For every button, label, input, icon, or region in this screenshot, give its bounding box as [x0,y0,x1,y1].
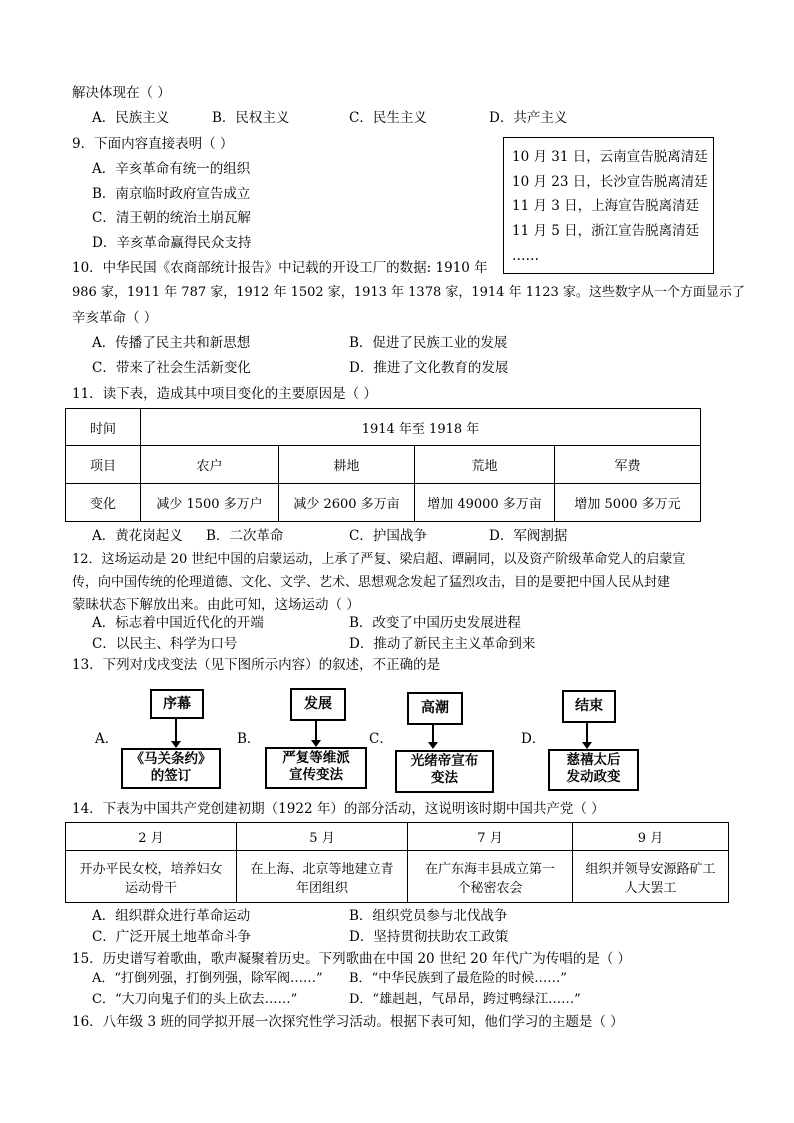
q9-box-line: 11 月 5 日，浙江宣告脱离清廷 [512,223,700,239]
q16-stem: 16．八年级 3 班的同学拟开展一次探究性学习活动。根据下表可知，他们学习的主题是（ ） [72,1014,624,1030]
q13-body-line: 发动政变 [566,769,621,785]
q10-line-1: 10．中华民国《农商部统计报告》中记载的开设工厂的数据: 1910 年 [72,260,488,276]
q13-body [121,748,221,789]
q13-head: 高潮 [407,692,463,725]
q11-option-a: A．黄花岗起义 [92,528,183,544]
q15-option-a: A．“打倒列强，打倒列强，除军阀……” [92,971,323,986]
q10-option-c: C．带来了社会生活新变化 [92,360,251,376]
q15-stem: 15．历史谱写着歌曲，歌声凝聚着历史。下列歌曲在中国 20 世纪 20 年代广为传唱的是（ ） [72,951,631,967]
q12-option-c: C．以民主、科学为口号 [92,636,238,652]
arrow-down-icon [586,721,588,743]
q14-month: 9 月 [573,823,729,851]
q14-option-c: C．广泛开展土地革命斗争 [92,929,251,945]
q11-change: 减少 2600 多万亩 [279,484,415,522]
q14-month: 5 月 [237,823,408,851]
q9-option-b: B．南京临时政府宣告成立 [92,186,251,202]
q13-body-line: 光绪帝宣布 [410,753,479,769]
q13-stem: 13．下列对戊戌变法（见下图所示内容）的叙述，不正确的是 [72,657,441,673]
q13-body [548,749,639,791]
q11-item: 农户 [141,446,279,484]
q11-time-label: 时间 [66,409,141,446]
q13-letter: C． [369,731,393,747]
q14-activity-line: 开办平民女校，培养妇女 [79,861,223,877]
q8-option-b: B．民权主义 [212,110,290,126]
q15-option-d: D．“雄赳赳，气昂昂，跨过鸭绿江……” [349,992,581,1007]
q11-item: 军费 [555,446,701,484]
q12-option-b: B．改变了中国历史发展进程 [349,615,521,631]
q11-time-value: 1914 年至 1918 年 [141,409,701,446]
q9-option-a: A．辛亥革命有统一的组织 [92,161,251,177]
q14-table [65,822,729,903]
q11-table [65,408,701,522]
q11-option-c: C．护国战争 [349,528,427,544]
q15-option-b: B．“中华民族到了最危险的时候……” [349,971,567,986]
q13-body [395,750,494,793]
q13-body-line: 《马关条约》 [130,751,212,767]
q14-activity-line: 运动骨干 [124,880,177,896]
q9-stem: 9．下面内容直接表明（ ） [72,136,234,152]
q14-activity-line: 组织并领导安源路矿工 [585,861,716,877]
q13-head: 序幕 [150,689,204,719]
q13-letter: A． [95,731,119,747]
q13-letter: B． [237,731,261,747]
q14-activity [408,851,573,903]
arrow-down-icon [315,719,317,741]
q9-box-line: …… [512,248,539,264]
q11-item: 耕地 [279,446,415,484]
q14-option-b: B．组织党员参与北伐战争 [349,908,508,924]
q14-activity-line: 个秘密农会 [457,880,523,896]
q11-change: 增加 49000 多万亩 [415,484,555,522]
q15-option-c: C．“大刀向鬼子们的头上砍去……” [92,992,298,1007]
q9-box-line: 10 月 31 日，云南宣告脱离清廷 [512,149,708,165]
q13-head: 发展 [290,688,346,721]
q12-option-d: D．推动了新民主主义革命到来 [349,636,536,652]
q8-option-a: A．民族主义 [92,110,170,126]
q14-activity [573,851,729,903]
q14-activity-line: 年团组织 [295,880,348,896]
arrow-down-icon [175,717,177,742]
q9-box-line: 11 月 3 日，上海宣告脱离清廷 [512,198,700,214]
q14-stem: 14．下表为中国共产党创建初期（1922 年）的部分活动，这说明该时期中国共产党（ ） [72,801,605,817]
q10-option-d: D．推进了文化教育的发展 [349,360,509,376]
q9-box-line: 10 月 23 日，长沙宣告脱离清廷 [512,174,708,190]
q14-option-d: D．坚持贯彻扶助农工政策 [349,929,509,945]
q14-activity-line: 在广东海丰县成立第一 [424,861,555,877]
q14-activity [66,851,237,903]
q14-month: 7 月 [408,823,573,851]
q12-option-a: A．标志着中国近代化的开端 [92,615,264,631]
q14-option-a: A．组织群众进行革命运动 [92,908,251,924]
q14-month: 2 月 [66,823,237,851]
q13-body-line: 严复等维派 [282,750,350,766]
q14-activity [237,851,408,903]
q11-change-label: 变化 [66,484,141,522]
q12-line-3: 蒙昧状态下解放出来。由此可知，这场运动（ ） [72,597,360,613]
q8-option-d: D．共产主义 [489,110,568,126]
q8-option-c: C．民生主义 [349,110,427,126]
q11-option-d: D．军阀割据 [489,528,568,544]
q9-option-d: D．辛亥革命赢得民众支持 [92,235,252,251]
q13-body [265,747,367,789]
q11-item: 荒地 [415,446,555,484]
q13-letter: D． [521,731,546,747]
q13-body-line: 变法 [431,770,458,786]
q14-activity-line: 在上海、北京等地建立青 [250,861,394,877]
q10-line-2: 986 家，1911 年 787 家，1912 年 1502 家，1913 年 1378 家，1914 年 1123 家。这些数字从一个方面显示了 [72,285,745,300]
q10-option-a: A．传播了民主共和新思想 [92,335,251,351]
q11-change: 增加 5000 多万元 [555,484,701,522]
q10-option-b: B．促进了民族工业的发展 [349,335,508,351]
q9-info-box [503,137,714,274]
q10-line-3: 辛亥革命（ ） [72,310,158,326]
q11-option-b: B．二次革命 [206,528,284,544]
q11-stem: 11．读下表，造成其中项目变化的主要原因是（ ） [72,386,377,402]
q13-body-line: 慈禧太后 [566,752,621,768]
q11-item-label: 项目 [66,446,141,484]
q9-option-c: C．清王朝的统治土崩瓦解 [92,210,251,226]
arrow-down-icon [432,723,434,743]
q13-body-line: 的签订 [150,768,192,784]
q14-activity-line: 人大罢工 [624,880,677,896]
q8-stem-tail: 解决体现在（ ） [72,85,171,101]
q12-line-1: 12．这场运动是 20 世纪中国的启蒙运动，上承了严复、梁启超、谭嗣同，以及资产阶级革命党人的启蒙宣 [72,552,686,567]
q13-body-line: 宣传变法 [289,767,343,783]
q12-line-2: 传，向中国传统的伦理道德、文化、文学、艺术、思想观念发起了猛烈攻击，目的是要把中国人民从封建 [72,575,671,590]
q13-head: 结束 [562,690,616,723]
q11-change: 减少 1500 多万户 [141,484,279,522]
